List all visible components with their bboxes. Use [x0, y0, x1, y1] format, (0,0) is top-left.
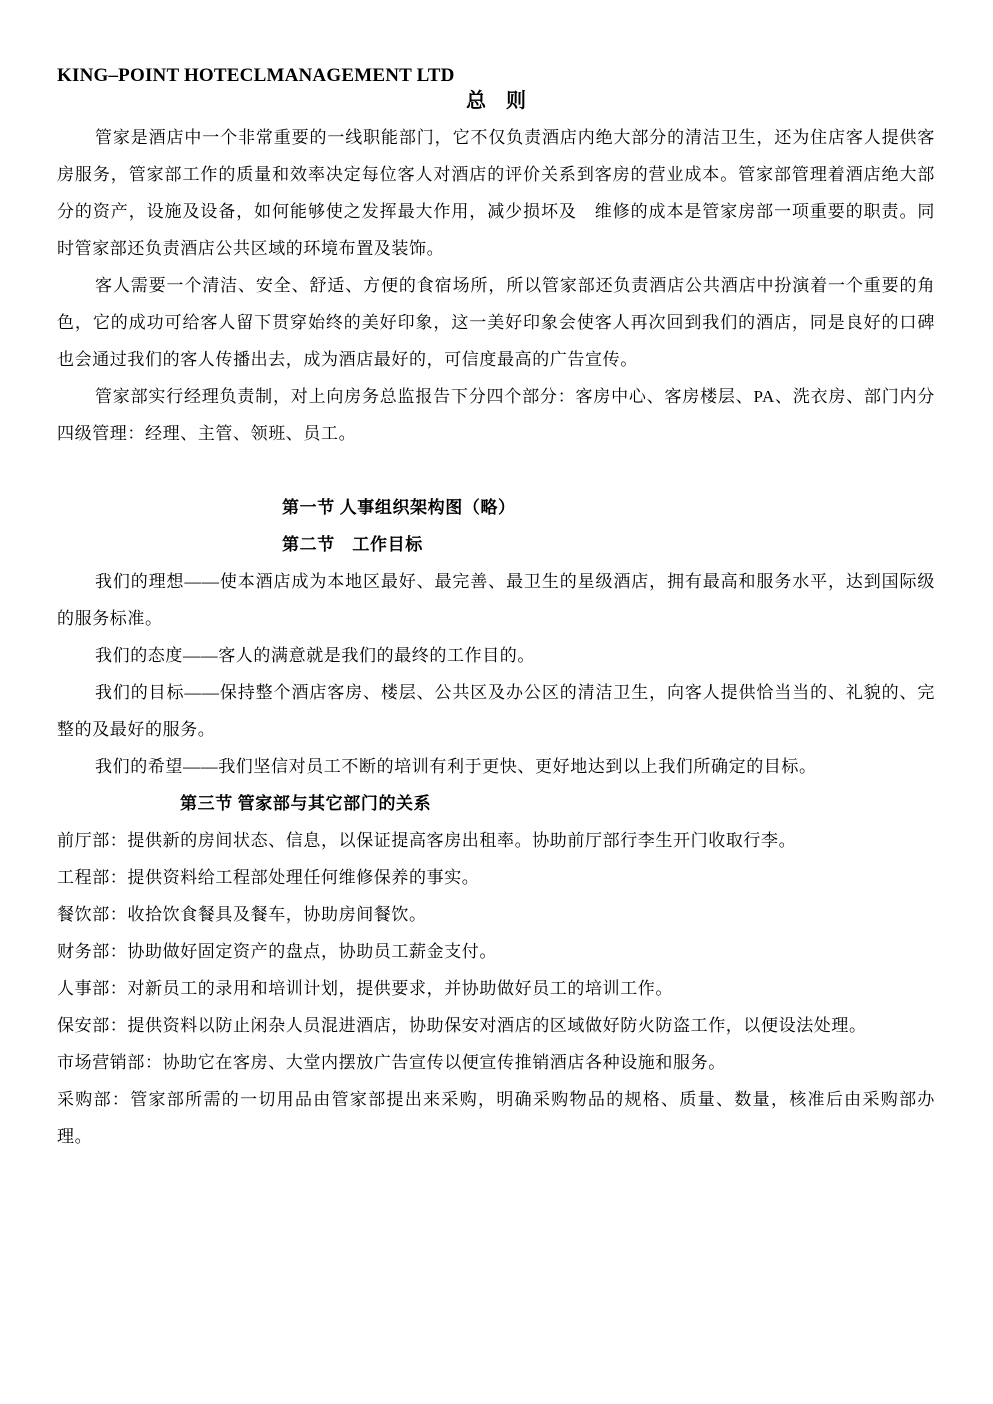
- goal-paragraph: 我们的目标——保持整个酒店客房、楼层、公共区及办公区的清洁卫生，向客人提供恰当当的、礼貌的、完整的及最好的服务。: [57, 683, 935, 739]
- department-description: 对新员工的录用和培训计划，提供要求，并协助做好员工的培训工作。: [127, 979, 674, 998]
- department-name: 人事部：: [57, 979, 128, 998]
- department-name: 采购部：: [57, 1090, 131, 1109]
- intro-paragraph: 管家是酒店中一个非常重要的一线职能部门，它不仅负责酒店内绝大部分的清洁卫生，还为住店客人提供客房服务，管家部工作的质量和效率决定每位客人对酒店的评价关系到客房的营业成本。管家部管理着酒店绝大部分的资产，设施及设备，如何能够使之发挥最大作用，减少损坏及 维修的成本是管家房部一项重要的职责。同时管家部还负责酒店公共区域的环境布置及装饰。: [57, 128, 935, 258]
- department-line: [57, 896, 935, 933]
- goal-paragraph: 我们的希望——我们坚信对员工不断的培训有利于更快、更好地达到以上我们所确定的目标。: [95, 757, 817, 776]
- department-description: 收拾饮食餐具及餐车，协助房间餐饮。: [127, 905, 427, 924]
- goal-paragraph: 我们的态度——客人的满意就是我们的最终的工作目的。: [95, 646, 535, 665]
- department-description: 管家部所需的一切用品由管家部提出来采购，明确采购物品的规格、质量、数量，核准后由采购部办理。: [57, 1090, 935, 1146]
- department-line: [57, 1044, 935, 1081]
- department-line: [57, 933, 935, 970]
- department-name: 餐饮部：: [57, 905, 128, 924]
- department-name: 前厅部：: [57, 831, 128, 850]
- department-name: 保安部：: [57, 1016, 128, 1035]
- document-title: 总 则: [466, 90, 526, 112]
- intro-section: [57, 119, 935, 452]
- intro-paragraph: 管家部实行经理负责制，对上向房务总监报告下分四个部分：客房中心、客房楼层、PA、洗衣房、部门内分四级管理：经理、主管、领班、员工。: [57, 387, 935, 443]
- section-heading-3: 第三节 管家部与其它部门的关系: [180, 794, 432, 813]
- department-name: 市场营销部：: [57, 1053, 163, 1072]
- department-name: 财务部：: [57, 942, 128, 961]
- department-description: 提供新的房间状态、信息，以保证提高客房出租率。协助前厅部行李生开门收取行李。: [127, 831, 797, 850]
- intro-paragraph: 客人需要一个清洁、安全、舒适、方便的食宿场所，所以管家部还负责酒店公共酒店中扮演着一个重要的角色，它的成功可给客人留下贯穿始终的美好印象，这一美好印象会使客人再次回到我们的酒店，同是良好的口碑也会通过我们的客人传播出去，成为酒店最好的，可信度最高的广告宣传。: [57, 276, 935, 369]
- department-description: 协助做好固定资产的盘点，协助员工薪金支付。: [127, 942, 498, 961]
- department-description: 提供资料给工程部处理任何维修保养的事实。: [127, 868, 480, 887]
- department-description: 提供资料以防止闲杂人员混进酒店，协助保安对酒店的区域做好防火防盗工作，以便设法处理。: [127, 1016, 867, 1035]
- goal-paragraph: 我们的理想——使本酒店成为本地区最好、最完善、最卫生的星级酒店，拥有最高和服务水平，达到国际级的服务标准。: [57, 572, 935, 628]
- department-line: [57, 1007, 935, 1044]
- department-line: [57, 970, 935, 1007]
- department-line: [57, 859, 935, 896]
- sections-block: [57, 489, 935, 1155]
- company-header: KING–POINT HOTECLMANAGEMENT LTD: [57, 65, 455, 86]
- department-line: [57, 822, 935, 859]
- department-name: 工程部：: [57, 868, 128, 887]
- section-heading-1: 第一节 人事组织架构图（略）: [282, 498, 516, 517]
- section-heading-2: 第二节 工作目标: [282, 535, 423, 554]
- department-line: [57, 1081, 935, 1155]
- department-description: 协助它在客房、大堂内摆放广告宣传以便宣传推销酒店各种设施和服务。: [162, 1053, 726, 1072]
